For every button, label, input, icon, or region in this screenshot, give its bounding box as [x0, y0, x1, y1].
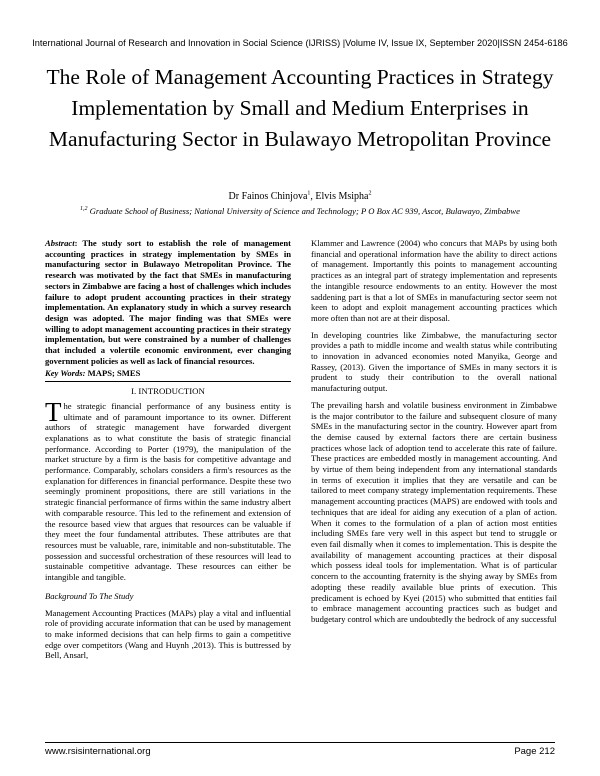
author-1: Dr Fainos Chinjova [228, 191, 308, 202]
intro-paragraph-text: he strategic financial performance of any business entity is ultimate and of paramount importance to its owner. Different authors of strategic management have forwarded divergent explanations as to what constitute the basis of strategic financial performance. According to Porter (1979), the manipulation of the market structure by a firm is the basis for competitive advantage and performance. Comparably, scholars considers a firm's resources as the explanation for differences in financial performance. Despite these two seemingly prominent propositions, there are still variations in the strategic financial performance of firms within the same industry albert with comparable resource. This led to the refinement and extension of the resource based view that argues that resources can be valuable if they meet the four fundamental attributes. These attributes are that resources must be valuable, rare, inimitable and non-substitutable. The possession and successful orchestration of these resources will lead to sustainable competitive advantage. These resources can either be intangible and tangible. [45, 400, 291, 583]
footer-page-number: Page 212 [514, 746, 555, 757]
abstract [45, 238, 291, 366]
right-paragraph-2: In developing countries like Zimbabwe, the manufacturing sector provides a path to middle income and wealth status while contributing to innovation in advanced economies noted Manyika, George and Rassey, (2013). Given the importance of SMEs in many sectors it is prudent to study their contribution to the overall national manufacturing output. [311, 329, 557, 394]
keywords-label: Key Words: [45, 368, 86, 379]
abstract-text: : The study sort to establish the role of management accounting practices in strategy implementation by SMEs in manufacturing sector in Bulawayo Metropolitan Province. The research was motivated by the fact that SMEs in manufacturing sectors in Zimbabwe are facing a host of challenges which includes failure to adopt prudent accounting practices in their strategy implementation. An explanatory study in which a survey research design was adopted. The major finding was that SMEs were willing to adopt management accounting practices in their strategy implementation, but were constrained by a number of challenges that included a volertile economic environment, ever changing government policies as well as lack of financial resources. [45, 238, 291, 366]
abstract-divider [45, 381, 291, 382]
intro-paragraph [45, 396, 291, 583]
footer-divider [45, 742, 555, 743]
author-line [0, 191, 600, 202]
section-heading-introduction: I. INTRODUCTION [131, 386, 205, 397]
abstract-label: Abstract [45, 238, 75, 248]
subsection-heading-background: Background To The Study [45, 590, 134, 601]
author-2: Elvis Msipha [315, 191, 369, 202]
affiliation-sup: 1,2 [80, 206, 88, 213]
keywords [45, 368, 291, 379]
footer-website: www.rsisinternational.org [45, 746, 151, 757]
paper-title: The Role of Management Accounting Practices in Strategy Implementation by Small and Medium Enterprises in Manufacturing Sector in Bulawayo Metropolitan Province [46, 65, 554, 151]
journal-header: International Journal of Research and Innovation in Social Science (IJRISS) |Volume IV, Issue IX, September 2020|ISSN 2454-6186 [32, 38, 568, 48]
affiliation-text: Graduate School of Business; National University of Science and Technology; P O Box AC 939, Ascot, Bulawayo, Zimbabwe [87, 206, 520, 216]
author-2-sup: 2 [368, 190, 372, 197]
right-paragraph-1: Klammer and Lawrence (2004) who concurs that MAPs by using both financial and operational information have the ability to direct actions of management. Importantly this points to management accounting practices as an integral part of strategy implementation and represents the intangible resource endowments to an entity. However the most saddening part is that a lot of SMEs in manufacturing sector seem not keen to adopt and exploit management accounting practices which more often than not are at their disposal. [311, 238, 557, 323]
author-1-sup: 1 [307, 190, 311, 197]
background-paragraph: Management Accounting Practices (MAPs) play a vital and influential role of providing accurate information that can be used by management to make informed decisions that can help firms to gain a competitive edge over competitors (Wang and Huynh ,2013). This is buttressed by Bell, Ansarl, [45, 607, 291, 661]
right-paragraph-3: The prevailing harsh and volatile business environment in Zimbabwe is the major contributor to the failure and subsequent closure of many SMEs in the manufacturing sector in the country. However apart from the demise caused by external factors there are certain business practices whose lack of adoption tend to accelerate this rate of failure. These practices are embedded mostly in management accounting. And by virtue of them being independent from any international standards in terms of execution it implies that they are versatile and can be tailored to meet company strategy implementation requirements. These management accounting practices (MAPS) are endowed with tools and techniques that are ideal for aiding any execution of a plan of action. When it comes to the formulation of a plan of action most entities including SMEs fare very well in this aspect but tend to struggle or even fail dismally when it comes to implementation. This is despite the availability of management accounting practices at their disposal which possess ideal tools for implementation. What is of particular concern to the accounting fraternity is the shying away by SMEs from adopting these readily available blue prints of execution. This predicament is echoed by Kyei (2015) who submitted that entities fail to embrace management accounting practices such as budget and budgetary control which are undoubtedly the bedrock of any successful [311, 399, 557, 624]
keywords-text: MAPS; SMES [85, 368, 141, 379]
affiliation [0, 206, 600, 216]
author-separator: , [310, 191, 316, 202]
drop-cap: T [45, 396, 62, 427]
right-column [311, 238, 557, 625]
left-column [45, 238, 291, 661]
